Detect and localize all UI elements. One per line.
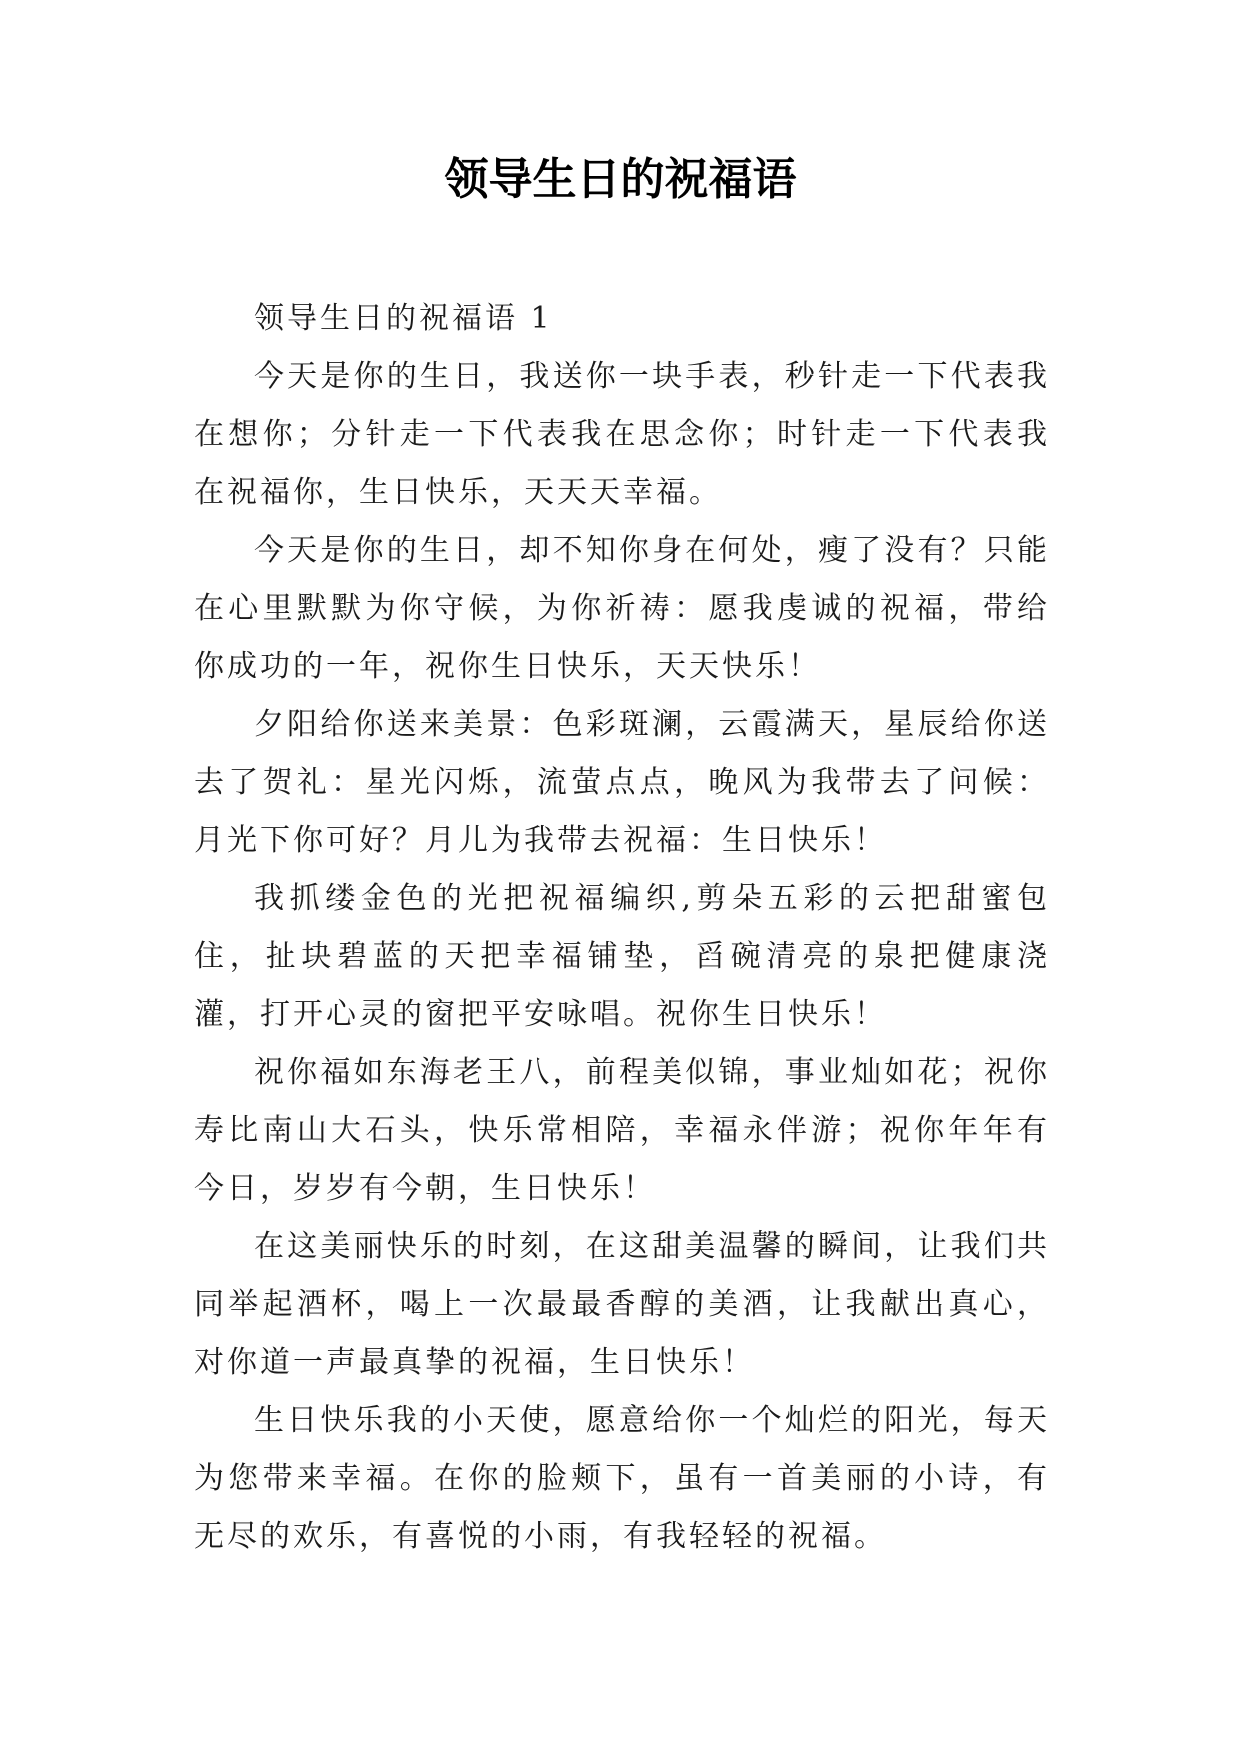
paragraph-2: 今天是你的生日，却不知你身在何处，瘦了没有？只能在心里默默为你守候，为你祈祷：愿我虔诚的祝福，带给你成功的一年，祝你生日快乐，天天快乐！ xyxy=(194,533,1050,684)
section-heading: 领导生日的祝福语 1 xyxy=(254,301,553,336)
paragraph-5: 祝你福如东海老王八，前程美似锦，事业灿如花；祝你寿比南山大石头，快乐常相陪，幸福永伴游；祝你年年有今日，岁岁有今朝，生日快乐！ xyxy=(194,1055,1050,1206)
paragraph-4: 我抓缕金色的光把祝福编织,剪朵五彩的云把甜蜜包住，扯块碧蓝的天把幸福铺垫，舀碗清亮的泉把健康浇灌，打开心灵的窗把平安咏唱。祝你生日快乐！ xyxy=(194,881,1050,1032)
document-body xyxy=(194,290,1050,1566)
paragraph-7: 生日快乐我的小天使，愿意给你一个灿烂的阳光，每天为您带来幸福。在你的脸颊下，虽有一首美丽的小诗，有无尽的欢乐，有喜悦的小雨，有我轻轻的祝福。 xyxy=(194,1403,1050,1554)
paragraph-1: 今天是你的生日，我送你一块手表，秒针走一下代表我在想你；分针走一下代表我在思念你；时针走一下代表我在祝福你，生日快乐，天天天幸福。 xyxy=(194,359,1050,510)
paragraph-3: 夕阳给你送来美景：色彩斑澜，云霞满天，星辰给你送去了贺礼：星光闪烁，流萤点点，晚风为我带去了问候：月光下你可好？月儿为我带去祝福：生日快乐！ xyxy=(194,707,1050,858)
paragraph-6: 在这美丽快乐的时刻，在这甜美温馨的瞬间，让我们共同举起酒杯，喝上一次最最香醇的美酒，让我献出真心，对你道一声最真挚的祝福，生日快乐！ xyxy=(194,1229,1050,1380)
document-title: 领导生日的祝福语 xyxy=(444,154,797,205)
